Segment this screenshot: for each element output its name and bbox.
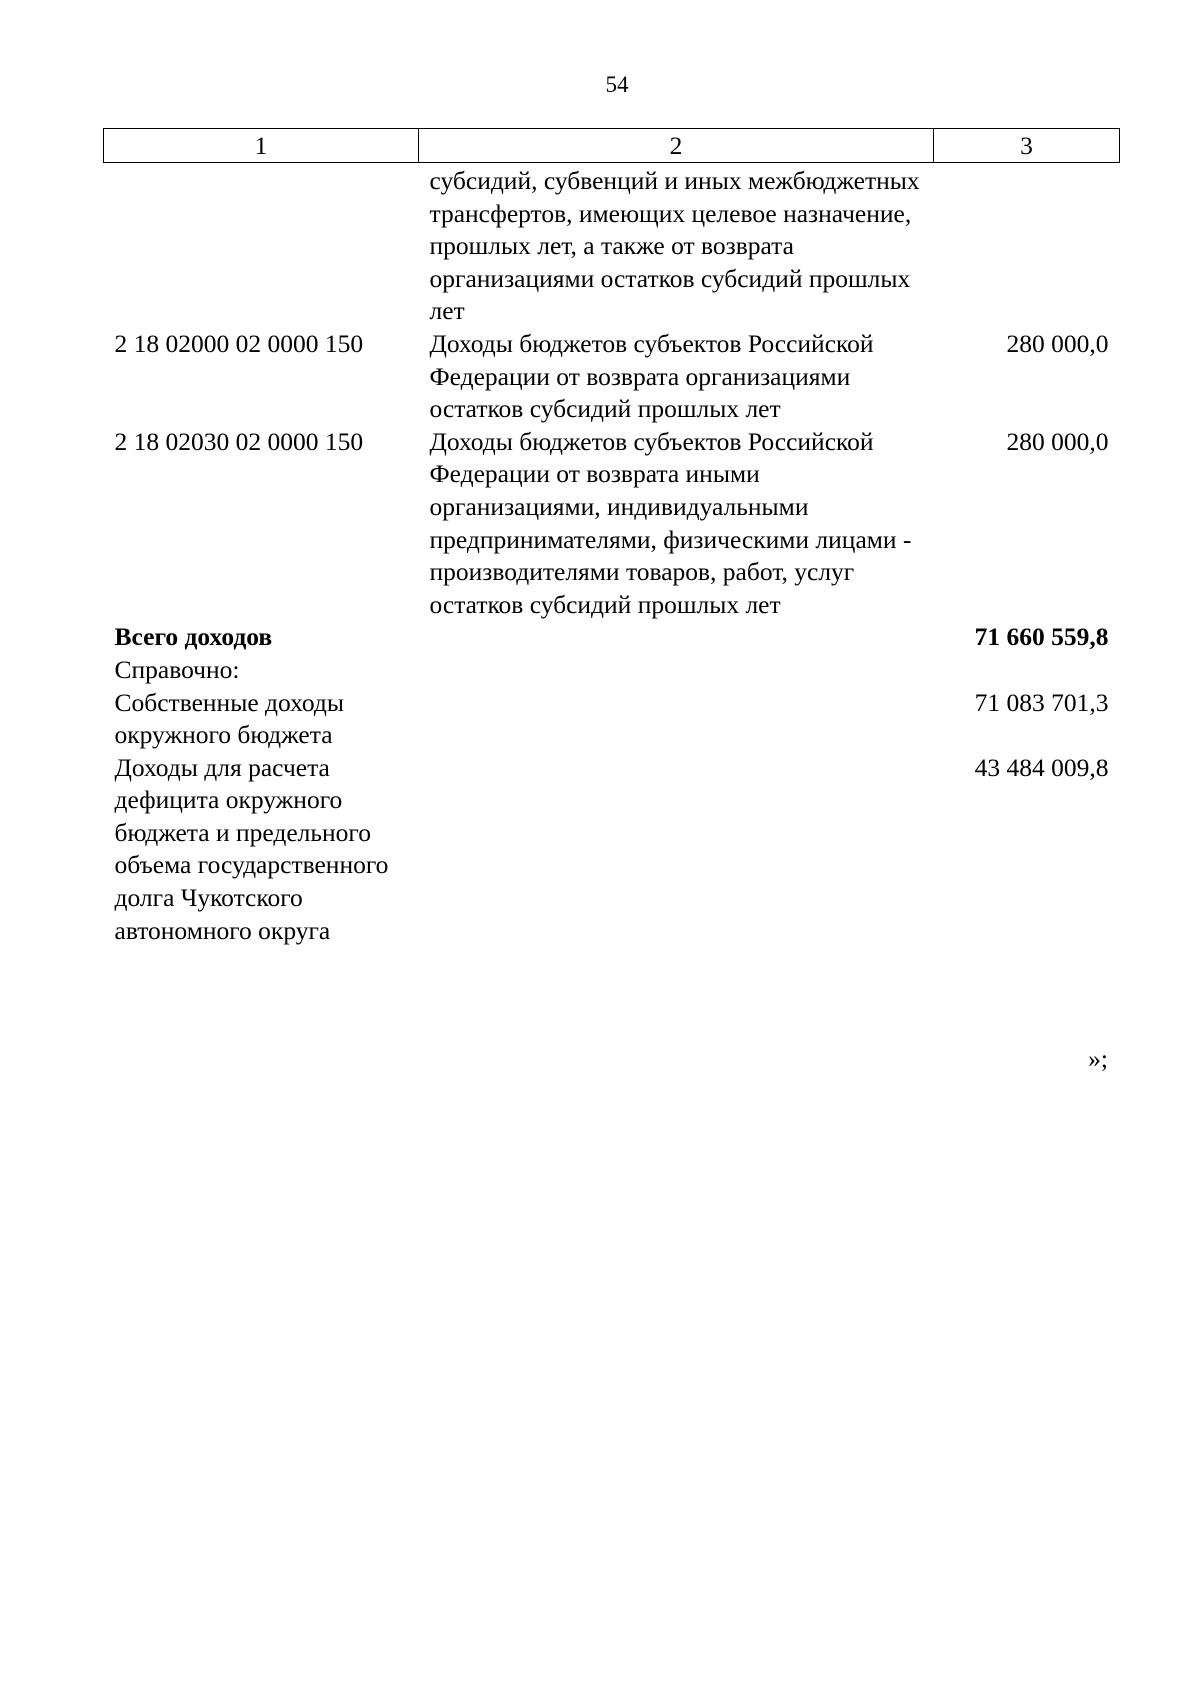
table-row	[104, 328, 1120, 426]
column-header-amount: 3	[934, 129, 1120, 163]
income-amount	[934, 163, 1120, 328]
column-header-code: 1	[104, 129, 419, 163]
income-amount: 280 000,0	[1006, 328, 1109, 358]
reference-heading-row	[104, 654, 1120, 687]
income-code	[104, 163, 419, 328]
table-row	[104, 163, 1120, 328]
deficit-income-empty	[419, 752, 934, 948]
table-row	[104, 426, 1120, 622]
reference-deficit-income-row	[104, 752, 1120, 948]
income-amount: 280 000,0	[1006, 426, 1109, 456]
income-name: субсидий, субвенций и иных межбюджетных трансфертов, имеющих целевое назначение, прошлых лет, а также от возврата организациями остатков субсидий прошлых лет	[429, 166, 920, 326]
own-income-amount: 71 083 701,3	[974, 687, 1109, 717]
total-label: Всего доходов	[114, 622, 273, 652]
total-amount: 71 660 559,8	[974, 622, 1109, 652]
income-code: 2 18 02030 02 0000 150	[114, 426, 364, 456]
reference-label: Справочно:	[114, 654, 240, 684]
income-name: Доходы бюджетов субъектов Российской Федерации от возврата иными организациями, индивидуальными предпринимателями, физическими лицами - производителями товаров, работ, услуг остатков субсидий прошлых лет	[429, 426, 912, 619]
total-name-empty	[419, 621, 934, 654]
page-number: 54	[605, 72, 629, 97]
reference-heading-amount-empty	[934, 654, 1120, 687]
table-body	[104, 163, 1120, 948]
table-header	[104, 129, 1120, 163]
income-name: Доходы бюджетов субъектов Российской Федерации от возврата организациями остатков субсидий прошлых лет	[429, 328, 874, 424]
income-table	[103, 128, 1120, 947]
total-row	[104, 621, 1120, 654]
deficit-income-label: Доходы для расчета дефицита окружного бюджета и предельного объема государственного долга Чукотского автономного округа	[114, 752, 389, 945]
reference-own-income-row	[104, 687, 1120, 752]
table-header-row	[104, 129, 1120, 163]
reference-heading-empty	[419, 654, 934, 687]
own-income-empty	[419, 687, 934, 752]
income-code: 2 18 02000 02 0000 150	[114, 328, 364, 358]
closing-quote-mark: »;	[1088, 1044, 1108, 1073]
deficit-income-amount: 43 484 009,8	[974, 752, 1109, 782]
own-income-label: Собственные доходы окружного бюджета	[114, 687, 345, 750]
column-header-name: 2	[419, 129, 934, 163]
